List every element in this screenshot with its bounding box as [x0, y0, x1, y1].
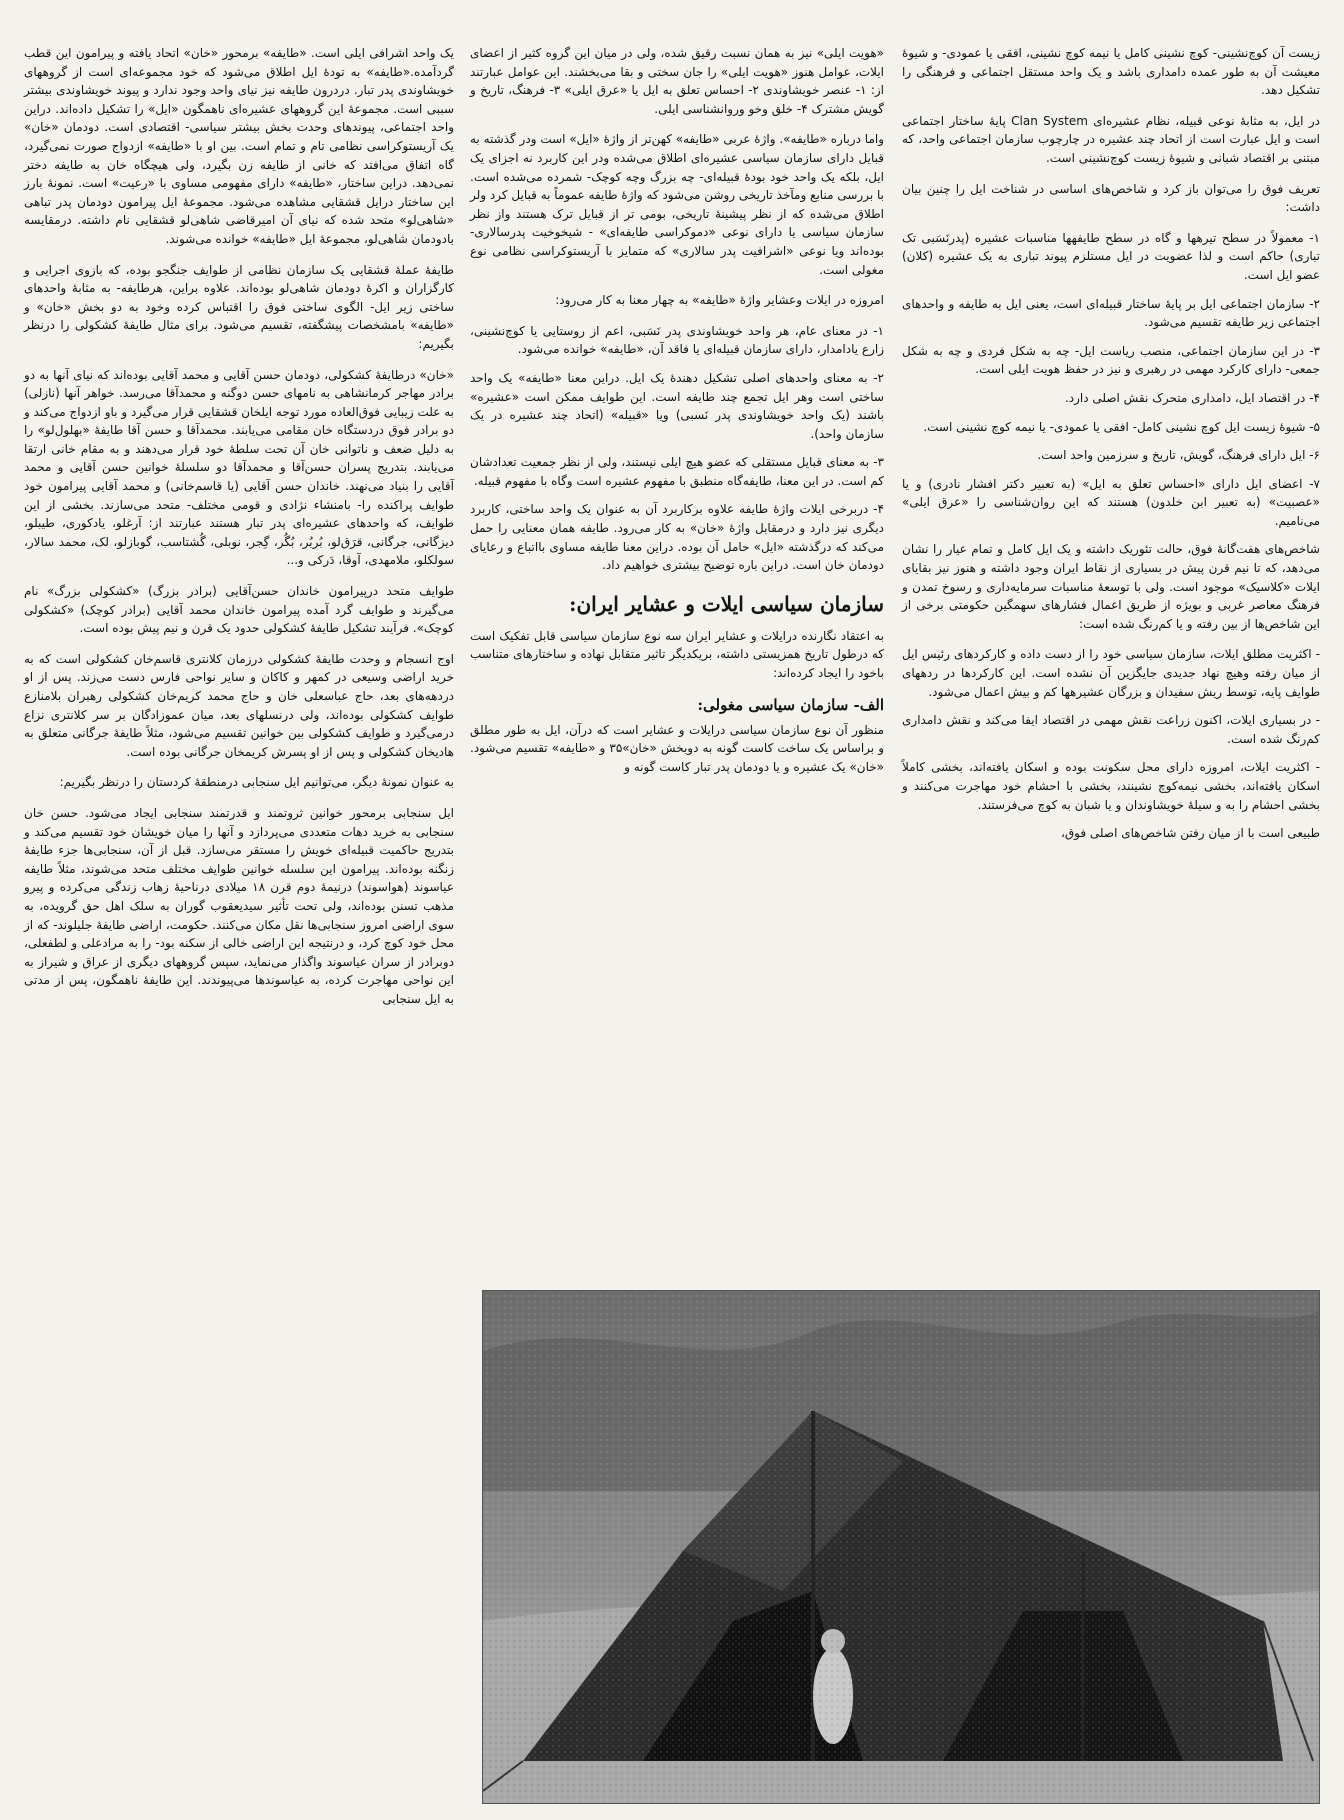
list-item: - اکثریت مطلق ایلات، سازمان سیاسی خود را از دست داده و کارکردهای رئیس ایل از میان رفته وهیچ نهاد جدیدی جایگزین آن نشده است. این کارکردها در ردههای طوایف پایه، توسط ریش سفیدان و بزرگان عشیرهها کم و بیش اعمال می‌شود.: [902, 647, 1320, 699]
paragraph: تعریف فوق را می‌توان باز کرد و شاخص‌های اساسی در شناخت ایل را چنین بیان داشت:: [902, 181, 1320, 215]
paragraph: ایل سنجابی برمحور خوانین ثروتمند و قدرتمند سنجابی ایجاد می‌شود. حسن خان سنجابی به خرید دهات متعددی می‌پردازد و آنها را میان خویشان خود تقسیم می‌کند و بتدریج حاکمیت قبیله‌ای خویش را مستقر می‌سازد. قبل از آن، سنجابی‌ها جزء طایفهٔ زنگنه بوده‌اند. پیرامون این سلسله خوانین طوایف مختلف متحد می‌شوند، مثلاً طایفه عیاسوند (هواسوند) درنیمهٔ دوم قرن ۱۸ میلادی درناحیهٔ زهاب زندگی می‌کرده و پیرو مذهب تسنن بوده‌اند، ولی تحت تأثیر سیدیعقوب گوران به سلک اهل حق گرویده، به سوی اراضی امروز سنجابی‌ها نقل مکان می‌کنند. حکومت، اراضی طایفهٔ جلیلوند- که از محل خود کوچ کرد، و درنتیجه این اراضی خالی از سکنه بود- را به مرادعلی و لطفعلی، دوبرادر از سران عیاسوند واگذار می‌نماید، سپس گروههای دیگری از عراق و شیراز به این نواحی مهاجرت کرده، به عیاسوندها می‌پیوندند. این طایفهٔ ناهمگون، پس از مدتی به ایل سنجابی: [24, 805, 454, 1006]
section-title: سازمان سیاسی ایلات و عشایر ایران:: [569, 591, 884, 616]
paragraph: در ایل، به مثابهٔ نوعی قبیله، نظام عشیره‌ای Clan System پایهٔ ساختار اجتماعی است و ایل عبارت است از اتحاد چند عشیره در چارچوب سازمان اجتماعی واحد، که مبتنی بر اقتصاد شبانی و شیوهٔ زیست کوچ‌نشینی است.: [902, 113, 1320, 165]
paragraph: امروزه در ایلات وعشایر واژهٔ «طایفه» به چهار معنا به کار می‌رود:: [555, 293, 884, 308]
paragraph: به اعتقاد نگارنده درایلات و عشایر ایران سه نوع سازمان سیاسی قابل تفکیک است که درطول تاریخ همزیستی داشته، بریکدیگر تاثیر متقابل نهاده و ساختارهای متناسب باخود را ایجاد کرده‌اند:: [470, 628, 884, 681]
list-item: ۳- به معنای قبایل مستقلی که عضو هیچ ایلی نیستند، ولی از نظر جمعیت تعدادشان کم است. در این معنا، طایفه‌گاه منطبق با مفهوم عشیره است وگاه با مفهوم قبیله.: [470, 455, 884, 488]
text-column-right: [902, 44, 1320, 855]
list-item: ۴- در اقتصاد ایل، دامداری متحرک نقش اصلی دارد.: [1064, 390, 1320, 405]
subsection-title: الف- سازمان سیاسی مغولی:: [697, 695, 884, 714]
list-item: ۲- سازمان اجتماعی ایل بر پایهٔ ساختار قبیله‌ای است، یعنی ایل به طایفه و واحدهای اجتماعی زیر طایفه تقسیم می‌شود.: [902, 296, 1320, 330]
paragraph: طوایف متحد درپیرامون خاندان حسن‌آقایی (برادر بزرگ) «کشکولی بزرگ» نام می‌گیرند و طوایف گرد آمده پیرامون خاندان محمد آقایی (برادر کوچک) «کشکولی کوچک». فرآیند تشکیل طایفهٔ کشکولی حدود یک قرن و نیم پیش بوده است.: [24, 584, 454, 636]
paragraph: شاخص‌های هفت‌گانهٔ فوق، حالت تئوریک داشته و یک ایل کامل و تمام عیار را نشان می‌دهد، که تا نیم قرن پیش در بسیاری از نقاط ایران وجود داشته و هنوز نیز بقایای ایلات «کلاسیک» موجود است. ولی با توسعهٔ مناسبات سرمایه‌داری و رسوخ تمدن و فرهنگ معاصر غربی و بویژه از طریق اعمال فشارهای سهمگین حکومتی برخی از این شاخص‌ها از بین رفته و یا کم‌رنگ شده است:: [902, 542, 1320, 631]
list-item: ۲- به معنای واحدهای اصلی تشکیل دهندهٔ یک ایل. دراین معنا «طایفه» یک واحد ساختی است وهر ایل تجمع چند طایفه است. این طوایف ممکن است «عشیره» باشند (یک واحد خویشاوندی پدر نَسبی) ویا «قبیله» (اتحاد چند عشیره در یک سازمان واحد).: [470, 370, 884, 441]
text-column-middle: [470, 44, 884, 788]
list-item: ۱- معمولاً در سطح تیرهها و گاه در سطح طایفهها مناسبات عشیره (پدرنَسَبی تک تباری) حاکم است و لذا عضویت در ایل مستلزم پیوند تباری به یک عشیره (کلان) عضو ایل است.: [902, 230, 1320, 282]
paragraph: منظور آن نوع سازمان سیاسی درایلات و عشایر است که درآن، ایل به طور مطلق و براساس یک ساخت کاست گونه به دوبخش «خان»۳۵ و «طایفه» تقسیم می‌شود. «خان» یک عشیره و یا دودمان پدر تبار کاست گونه و: [470, 722, 885, 774]
list-item: - در بسیاری ایلات، اکنون زراعت نقش مهمی در اقتصاد ایفا می‌کند و نقش دامداری کم‌رنگ شده است.: [902, 713, 1320, 746]
photo-grain: [483, 1291, 1319, 1803]
list-item: ۱- در معنای عام، هر واحد خویشاوندی پدر نَسَبی، اعم از روستایی یا کوچ‌نشینی، زارع یادامدار، دارای سازمان قبیله‌ای یا فاقد آن، «طایفه» خوانده می‌شود.: [470, 323, 884, 357]
paragraph: طایفهٔ عملهٔ قشقایی یک سازمان نظامی از طوایف جنگجو بوده، که بازوی اجرایی و کارگزاران و اکرهٔ دودمان شاهی‌لو بوده‌اند. علاوه براین، هرطایفه- به مثابهٔ واحدهای ساختی زیر ایل- الگوی ساختی فوق را اقتباس کرده وخود به دو بخش «خان» و «طایفه» بامشخصات پیشگفته، تقسیم می‌شود. برای مثال طایفهٔ کشکولی را درنظر بگیریم:: [24, 262, 454, 351]
paragraph: زیست آن کوچ‌نشینی- کوچ نشینی کامل یا نیمه کوچ نشینی، افقی یا عمودی- و شیوهٔ معیشت آن به طور عمده دامداری باشد و یک واحد مستقل اجتماعی و فرهنگی را تشکیل دهد.: [902, 46, 1320, 98]
tent-photo: [482, 1290, 1320, 1804]
paragraph: «خان» درطایفهٔ کشکولی، دودمان حسن آقایی و محمد آقایی بوده‌اند که نیای آنها به دو برادر مهاجر کرمانشاهی به نامهای حسن دوگنه و محمدآقا می‌رسد. خواهر آنها (نازلی) به علت زیبایی فوق‌العاده مورد توجه ایلخان قشقایی قرار می‌گیرد و باو ازدواج می‌کند و دو برادر فوق دردستگاه خان مقامی می‌یابند. محمدآقا و حسن آقا طایفهٔ «بهلول‌لو» را به دلیل ضعف و ناتوانی خان آن تحت سلطهٔ خود قرار می‌دهند و به مقام خانی ارتقا می‌یابند. بتدریج پسران حسن‌آقا و محمدآقا دو سلسلهٔ خوانین حسن آقایی و محمد آقایی را بنیاد می‌نهند. خاندان حسن آقایی (یا قاسم‌خانی) و محمد آقایی پیرامون خود طوایف پراکنده را- بامنشاء نژادی و قومی مختلف- متحد می‌سازند. بخشی از این طوایف، که واحدهای عشیره‌ای پدر تبار هستند عبارتند از: آرغلو، یادکوری، طیبلو، دیزگانی، جرگانی، قرَق‌لو، بُربُر، بُگُر، گِجر، نوبلی، گُشتاسب، گوبازلو، لک، محمد سالار، سولکلو، ملامهدی، آوقا، دَرکی و...: [24, 367, 454, 568]
paragraph: طبیعی است با از میان رفتن شاخص‌های اصلی فوق،: [1060, 826, 1320, 841]
list-item: ۴- دربرخی ایلات واژهٔ طایفه علاوه برکاربرد آن به عنوان یک واحد ساختی، کاربرد دیگری نیز دارد و درمقابل واژهٔ «خان» به کار می‌رود. طایفه همان معنایی را حمل می‌کند که درگذشته «ایل» حامل آن بوده. دراین معنا طایفه مساوی بااتباع و رعایای دودمان خان است. دراین باره توضیح بیشتری خواهیم داد.: [470, 502, 884, 573]
list-item: ۶- ایل دارای فرهنگ، گویش، تاریخ و سرزمین واحد است.: [1037, 448, 1320, 463]
list-item: ۷- اعضای ایل دارای «احساس تعلق به ایل» (به تعبیر دکتر افشار نادری) و یا «عصبیت» (به تعبیر ابن خلدون) هستند که این روان‌شناسی را «عرق ایلی» می‌نامیم.: [902, 476, 1320, 528]
paragraph: واما درباره «طایفه». واژهٔ عربی «طایفه» کهن‌تر از واژهٔ «ایل» است ودر گذشته به قبایل دارای سازمان سیاسی عشیره‌ای اطلاق می‌شده ودر این کاربرد نه اجزای یک ایل، بلکه یک واحد خود بودهٔ قبیله‌ای- چه بزرگ وچه کوچک- شمرده می‌شده است. با بررسی منابع ومآخذ تاریخی روشن می‌شود که واژهٔ طایفه عموماً به قبایل کرد ولر اطلاق می‌شده که از نظر پیشینهٔ تاریخی، بومی تر از قبایل ترک هستند واز نظر سازمان سیاسی یا دارای نوعی «دموکراسی طایفه‌ای» - شیخوخیت پدرسالاری- بوده‌اند ویا نوعی «اشرافیت پدر سالاری» که متمایز با آریستوکراسی نظامی نوع مغولی است.: [470, 132, 884, 277]
list-item: ۳- در این سازمان اجتماعی، منصب ریاست ایل- چه به شکل فردی و چه به شکل جمعی- دارای کارکرد مهمی در رهبری و نیز در حفظ هویت ایلی است.: [902, 343, 1320, 377]
tent-illustration: [483, 1291, 1319, 1803]
paragraph: به عنوان نمونهٔ دیگر، می‌توانیم ایل سنجابی درمنطقهٔ کردستان را درنظر بگیریم:: [59, 775, 454, 790]
text-column-left: [24, 44, 454, 1021]
paragraph: اوج انسجام و وحدت طایفهٔ کشکولی درزمان کلانتری قاسم‌خان کشکولی است که به خرید اراضی وسیعی در کمهر و کاکان و سایر نواحی فارس دست می‌زند. پس از او دردهه‌های بعد، حاج عباسعلی خان و حاج محمد کریم‌خان کشکولی رهبران بلامنازع طوایف کشکولی بوده‌اند، ولی درنسلهای بعد، میان عموزادگان بر سر کلانتری نزاع درمی‌گیرد و طوایف کشکولی بین خوانین تقسیم می‌شود، مثلاً طایفهٔ جرگانی متعلق به هادیخان کشکولی و پس از او پسرش کریمخان جرگانی بوده است.: [24, 651, 454, 759]
paragraph: یک واحد اشرافی ایلی است. «طایفه» برمحور «خان» اتحاد یافته و پیرامون این قطب گردآمده.«طایفه» به تودهٔ ایل اطلاق می‌شود که خود مجموعه‌ای است از گروههای خویشاوندی پدر تبار. دردرون طایفه نیز نیای واحد وجود ندارد و پیوند خویشاوندی بیشتر سببی است. مجموعهٔ این گروههای عشیره‌ای ناهمگون «ایل» را تشکیل داده‌اند. دراین واحد اجتماعی، پیوندهای وحدت بخش بیشتر سیاسی- اقتصادی است. دودمان «خان» یک آریستوکراسی نظامی تام و تمام است. بین او با «طایفه» ازدواج صورت نمی‌گیرد، گاه اتفاق می‌افتد که خانی از طایفه زن بگیرد، ولی هیچگاه خان به طایفه دختر نمی‌دهد. دراین ساختار، «طایفه» دارای مفهومی مساوی با «رعیت» است. نمونهٔ بارز این ساختار درایل قشقایی مشاهده می‌شود. مجموعهٔ ایل پیرامون دودمان پدر تباهی «شاهی‌لو» متحد شده که نیای آن امیرقاضی شاهی‌لو قشقایی نام داشته. درمقایسه بادودمان شاهی‌لو، مجموعهٔ ایل «طایفه» خوانده می‌شوند.: [24, 46, 454, 246]
paragraph: «هویت ایلی» نیز به همان نسبت رقیق شده، ولی در میان این گروه کثیر از اعضای ایلات، عوامل هنوز «هویت ایلی» را جان سختی و بقا می‌بخشند. این عوامل عبارتند از: ۱- عنصر خویشاوندی ۲- احساس تعلق به ایل یا «عرق ایلی» ۳- فرهنگ، تاریخ و گویش مشترک ۴- خلق وخو وروانشناسی ایلی.: [470, 46, 885, 116]
list-item: - اکثریت ایلات، امروزه دارای محل سکونت بوده و اسکان یافته‌اند، بخشی کاملاً اسکان یافته‌اند، بخشی نیمه‌کوچ نشینند، بخشی با احشام خود مهاجرت می‌کنند و بخشی احشام را به و سیلهٔ خویشاوندان و یا شبان به کوچ می‌فرستند.: [902, 760, 1320, 812]
list-item: ۵- شیوهٔ زیست ایل کوچ نشینی کامل- افقی یا عمودی- یا نیمه کوچ نشینی است.: [923, 419, 1320, 434]
